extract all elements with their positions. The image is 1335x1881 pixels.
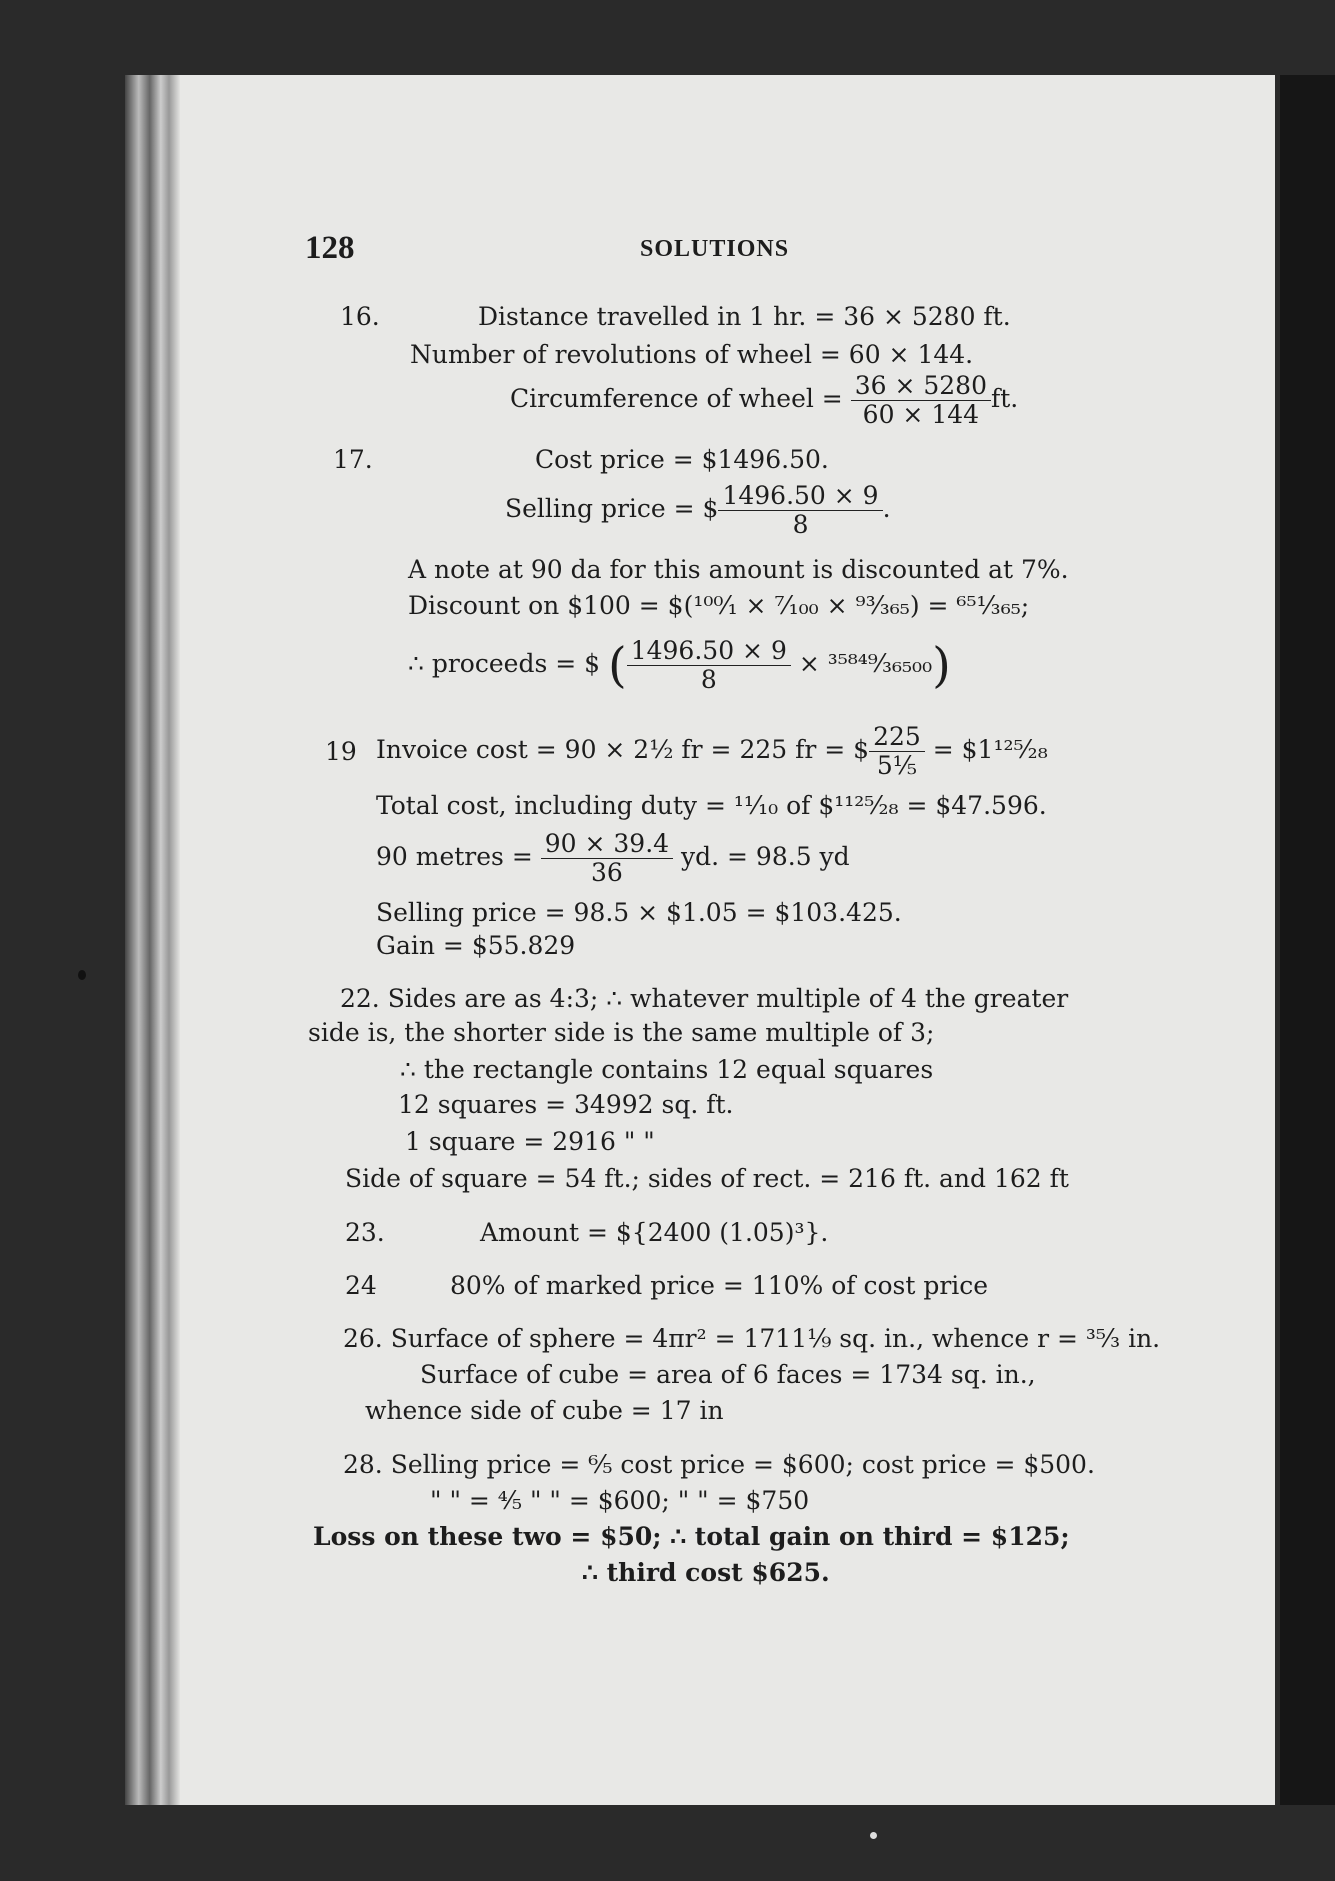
fraction [541,830,673,887]
problem-22-line-1: 22. Sides are as 4:3; ∴ whatever multiple of 4 the greater [340,984,1069,1013]
fraction [718,482,882,539]
denominator: 60 × 144 [862,400,980,429]
problem-23-number: 23. [345,1218,385,1247]
formula-lead: Circumference of wheel = [510,384,843,413]
problem-22-line-3: ∴ the rectangle contains 12 equal squares [400,1055,934,1084]
fraction [627,637,791,694]
formula-lead: Selling price = $ [505,494,719,523]
page-binding-edge [125,75,180,1805]
problem-22-line-2: side is, the shorter side is the same multiple of 3; [308,1018,935,1047]
problem-28-line-1: 28. Selling price = ⁶⁄₅ cost price = $600; cost price = $500. [343,1450,1095,1479]
denominator: 8 [700,665,717,694]
problem-28-line-4: ∴ third cost $625. [582,1558,830,1587]
formula-lead: 90 metres = [376,842,533,871]
problem-24-text: 80% of marked price = 110% of cost price [450,1271,989,1300]
problem-26-line-1: 26. Surface of sphere = 4πr² = 1711⅑ sq. in., whence r = ³⁵⁄₃ in. [343,1324,1161,1353]
problem-19-line-2: Total cost, including duty = ¹¹⁄₁₀ of $¹¹²⁵⁄₂₈ = $47.596. [376,791,1047,820]
problem-16-line-2: Number of revolutions of wheel = 60 × 144. [410,340,974,369]
formula-tail: = $1¹²⁵⁄₂₈ [932,735,1048,764]
problem-19-number: 19 [325,737,357,766]
formula-lead: ∴ proceeds = $ [408,649,601,678]
numerator: 225 [869,723,925,752]
fraction [869,723,925,780]
problem-16-number: 16. [340,302,380,331]
scan-speck [78,970,86,980]
problem-17-number: 17. [333,445,373,474]
problem-19-line-1 [376,723,1048,780]
facing-page-edge [1280,75,1335,1805]
problem-24-number: 24 [345,1271,377,1300]
right-paren: ) [932,637,951,694]
formula-tail: ft. [991,384,1019,413]
problem-28-line-2: " " = ⁴⁄₅ " " = $600; " " = $750 [430,1486,810,1515]
page-number: 128 [305,230,355,266]
formula-tail: yd. = 98.5 yd [681,842,850,871]
problem-17-line-4: Discount on $100 = $(¹⁰⁰⁄₁ × ⁷⁄₁₀₀ × ⁹³⁄₃₆₅) = ⁶⁵¹⁄₃₆₅; [408,591,1030,620]
numerator: 90 × 39.4 [541,830,673,859]
problem-22-line-5: 1 square = 2916 " " [405,1127,655,1156]
problem-17-line-2 [505,482,891,539]
numerator: 1496.50 × 9 [627,637,791,666]
numerator: 1496.50 × 9 [718,482,882,511]
problem-19-line-4: Selling price = 98.5 × $1.05 = $103.425. [376,898,902,927]
problem-26-line-2: Surface of cube = area of 6 faces = 1734 sq. in., [420,1360,1036,1389]
problem-16-line-1: Distance travelled in 1 hr. = 36 × 5280 ft. [478,302,1011,331]
problem-19-line-5: Gain = $55.829 [376,931,576,960]
problem-26-line-3: whence side of cube = 17 in [365,1396,724,1425]
problem-23-text: Amount = ${2400 (1.05)³}. [480,1218,829,1247]
formula-tail: × ³⁵⁸⁴⁹⁄₃₆₅₀₀ [798,649,933,678]
denominator: 5⅕ [876,751,917,780]
problem-28-line-3: Loss on these two = $50; ∴ total gain on third = $125; [313,1522,1070,1551]
scan-speck [870,1832,877,1839]
running-head: SOLUTIONS [640,236,790,262]
problem-16-line-3 [510,372,1018,429]
problem-17-line-5 [408,637,951,694]
problem-22-line-6: Side of square = 54 ft.; sides of rect. = 216 ft. and 162 ft [345,1164,1069,1193]
denominator: 8 [792,510,809,539]
numerator: 36 × 5280 [851,372,991,401]
problem-17-line-1: Cost price = $1496.50. [535,445,829,474]
problem-19-line-3 [376,830,850,887]
problem-17-line-3: A note at 90 da for this amount is discounted at 7%. [408,555,1069,584]
problem-22-line-4: 12 squares = 34992 sq. ft. [398,1090,734,1119]
formula-tail: . [882,494,891,523]
denominator: 36 [590,858,623,887]
fraction [851,372,991,429]
formula-lead: Invoice cost = 90 × 2½ fr = 225 fr = $ [376,735,870,764]
left-paren: ( [607,637,627,694]
